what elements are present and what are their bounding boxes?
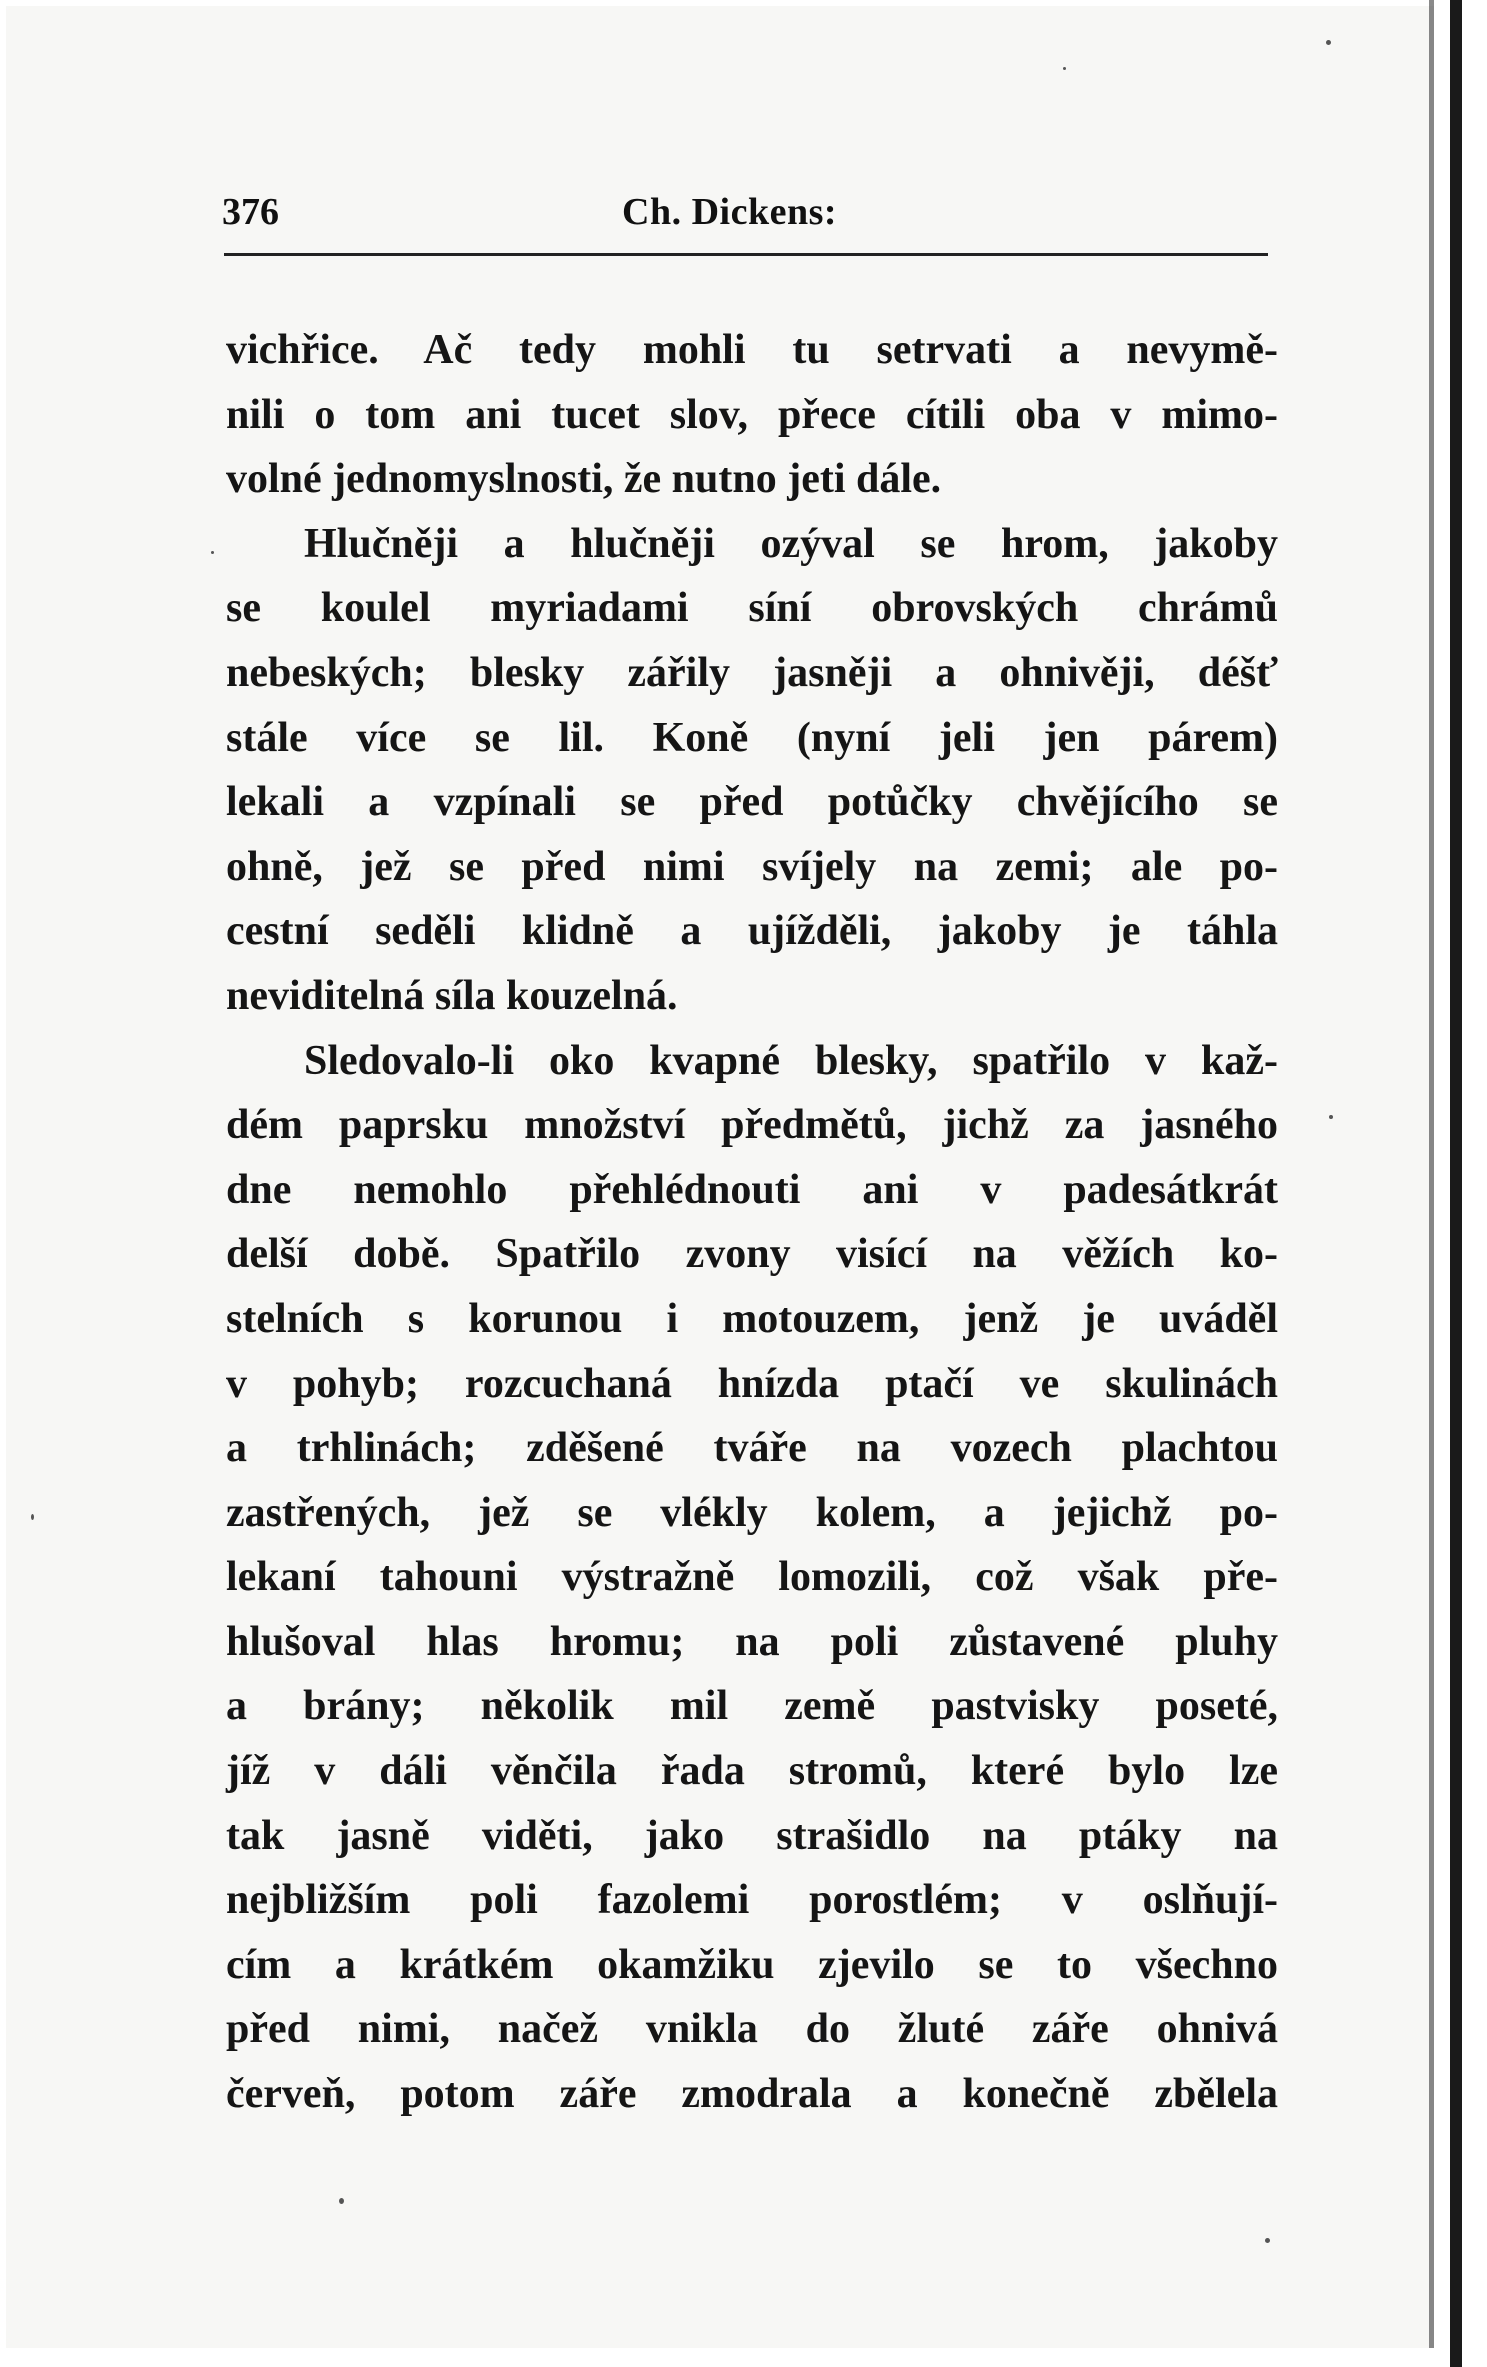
page-header (222, 190, 1268, 250)
scan-speck (1329, 1115, 1333, 1119)
text-line: hlušoval hlas hromu; na poli zůstavené pluhy (226, 1618, 1278, 1665)
text-line: dém paprsku množství předmětů, jichž za jasného (226, 1102, 1278, 1149)
text-line: neviditelná síla kouzelná. (226, 972, 678, 1019)
text-line: stále více se lil. Koně (nyní jeli jen párem) (226, 714, 1278, 761)
scan-speck (339, 2198, 344, 2204)
page-edge-shadow (1429, 0, 1434, 2367)
text-line: Sledovalo-li oko kvapné blesky, spatřilo v kaž- (304, 1037, 1278, 1084)
text-line: nejbližším poli fazolemi porostlém; v oslňují- (226, 1877, 1278, 1924)
text-line: ohně, jež se před nimi svíjely na zemi; ale po- (226, 843, 1278, 890)
text-line: v pohyb; rozcuchaná hnízda ptačí ve skulinách (226, 1360, 1278, 1407)
text-line: tak jasně viděti, jako strašidlo na ptáky na (226, 1812, 1278, 1859)
scan-speck (31, 1514, 34, 1520)
text-line: delší době. Spatřilo zvony visící na věžích ko- (226, 1231, 1278, 1278)
text-line: lekaní tahouni výstražně lomozili, což však pře- (226, 1554, 1278, 1601)
text-line: nebeských; blesky zářily jasněji a ohnivěji, déšť (226, 649, 1278, 696)
text-line: stelních s korunou i motouzem, jenž je uváděl (226, 1295, 1278, 1342)
scan-border (1450, 0, 1462, 2367)
text-line: a brány; několik mil země pastvisky poseté, (226, 1683, 1278, 1730)
running-head: Ch. Dickens: (622, 191, 838, 233)
scan-bottom-margin (0, 2348, 1440, 2367)
page-number: 376 (222, 191, 279, 233)
header-rule (224, 253, 1268, 256)
text-line: cím a krátkém okamžiku zjevilo se to všechno (226, 1941, 1278, 1988)
text-line: se koulel myriadami síní obrovských chrámů (226, 585, 1278, 632)
text-line: červeň, potom záře zmodrala a konečně zbělela (226, 2071, 1278, 2118)
scan-speck (211, 551, 214, 554)
scan-margin (1440, 0, 1487, 2367)
text-line: vichřice. Ač tedy mohli tu setrvati a nevymě- (226, 327, 1278, 373)
text-line: dne nemohlo přehlédnouti ani v padesátkrát (226, 1166, 1278, 1213)
text-line: před nimi, načež vnikla do žluté záře ohnivá (226, 2006, 1278, 2053)
text-line: jíž v dáli věnčila řada stromů, které bylo lze (226, 1748, 1278, 1795)
text-line: cestní seděli klidně a ujížděli, jakoby je táhla (226, 908, 1278, 955)
text-line: a trhlinách; zděšené tváře na vozech plachtou (226, 1425, 1278, 1472)
text-line: Hlučněji a hlučněji ozýval se hrom, jakoby (304, 520, 1278, 567)
text-line: lekali a vzpínali se před potůčky chvějícího se (226, 779, 1278, 826)
scan-speck (1265, 2238, 1270, 2243)
text-line: nili o tom ani tucet slov, přece cítili oba v mimo- (226, 391, 1278, 438)
scan-speck (1063, 67, 1066, 70)
body-text (226, 318, 1278, 2127)
text-line: volné jednomyslnosti, že nutno jeti dále. (226, 456, 942, 503)
text-line: zastřených, jež se vlékly kolem, a jejichž po- (226, 1489, 1278, 1536)
scan-speck (1326, 40, 1331, 45)
